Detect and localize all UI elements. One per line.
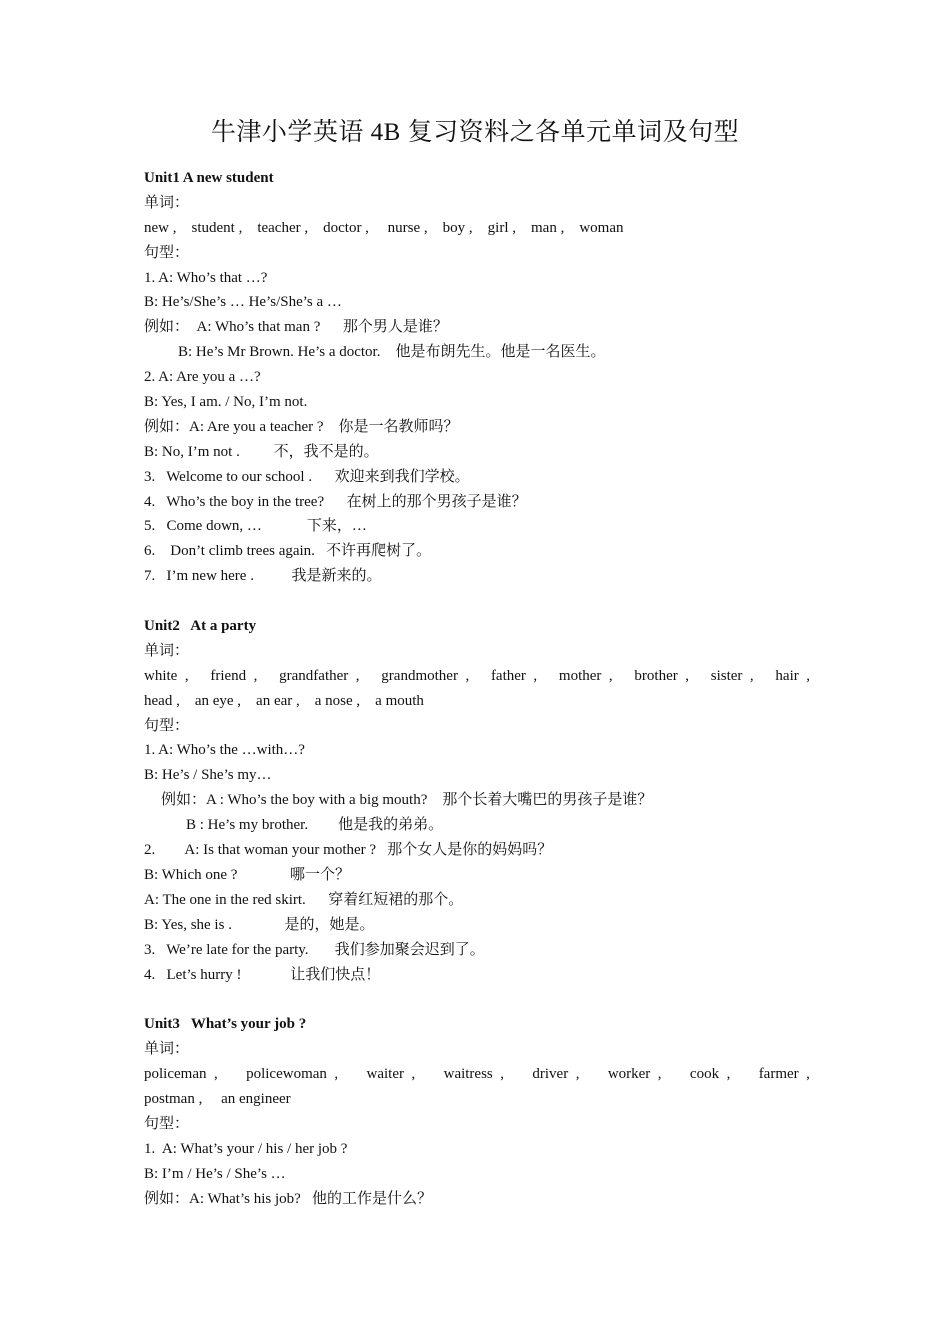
document-body bbox=[144, 166, 810, 1211]
word: driver , bbox=[532, 1066, 580, 1083]
unit3-patterns-label: 句型： bbox=[144, 1115, 190, 1132]
unit1-heading: Unit1 A new student bbox=[144, 170, 274, 186]
unit3-line: 1. A: What’s your / his / her job ? bbox=[144, 1140, 348, 1157]
unit1-words: new , student , teacher , doctor , nurse , boy , girl , man , woman bbox=[144, 219, 624, 236]
word: grandfather , bbox=[279, 667, 360, 684]
unit1-line: 3. Welcome to our school . 欢迎来到我们学校。 bbox=[144, 468, 470, 485]
unit2-line: 2. A: Is that woman your mother ? 那个女人是你的妈妈吗？ bbox=[144, 842, 553, 859]
unit1-patterns-label: 句型： bbox=[144, 244, 190, 261]
word: brother , bbox=[634, 667, 689, 684]
unit1-line: 2. A: Are you a …? bbox=[144, 369, 261, 386]
word: father , bbox=[490, 667, 538, 684]
unit3-line: 例如：A: What’s his job? 他的工作是什么？ bbox=[144, 1190, 433, 1207]
word: white , bbox=[144, 667, 189, 684]
word: farmer , bbox=[758, 1066, 810, 1083]
word: grandmother , bbox=[381, 667, 470, 684]
word: policewoman , bbox=[246, 1066, 339, 1083]
unit3-words-row1 bbox=[144, 1062, 810, 1087]
unit1-words-label: 单词： bbox=[144, 194, 190, 211]
word: waitress , bbox=[443, 1066, 505, 1083]
word: worker , bbox=[607, 1066, 662, 1083]
word: waiter , bbox=[366, 1066, 416, 1083]
unit3-words-row2: postman , an engineer bbox=[144, 1090, 291, 1107]
unit2-words-row1 bbox=[144, 664, 810, 689]
unit2-patterns-label: 句型： bbox=[144, 717, 190, 734]
unit2-line: 例如：A : Who’s the boy with a big mouth? 那个长着大嘴巴的男孩子是谁？ bbox=[161, 792, 653, 809]
unit1-line: B: He’s Mr Brown. He’s a doctor. 他是布朗先生。他是一名医生。 bbox=[178, 344, 606, 361]
unit1-line: B: He’s/She’s … He’s/She’s a … bbox=[144, 294, 342, 311]
unit2-line: A: The one in the red skirt. 穿着红短裙的那个。 bbox=[144, 891, 464, 908]
unit2-line: 4. Let’s hurry ! 让我们快点！ bbox=[144, 966, 381, 983]
unit1-line: 7. I’m new here . 我是新来的。 bbox=[144, 568, 382, 585]
unit1-line: 5. Come down, … 下来，… bbox=[144, 518, 367, 535]
unit2-line: B: Which one ? 哪一个？ bbox=[144, 866, 350, 883]
unit2-heading: Unit2 At a party bbox=[144, 618, 257, 635]
unit3-heading: Unit3 What’s your job ? bbox=[144, 1016, 307, 1033]
unit1-line: 例如：A: Are you a teacher ? 你是一名教师吗？ bbox=[144, 418, 459, 435]
word: policeman , bbox=[144, 1066, 218, 1083]
unit1-line: 6. Don’t climb trees again. 不许再爬树了。 bbox=[144, 543, 432, 560]
unit1-line: 1. A: Who’s that …? bbox=[144, 269, 268, 286]
word: sister , bbox=[710, 667, 754, 684]
unit1-line: B: No, I’m not . 不，我不是的。 bbox=[144, 443, 379, 460]
word: hair , bbox=[775, 667, 810, 684]
unit2-words-row2: head , an eye , an ear , a nose , a mouth bbox=[144, 692, 424, 709]
unit2-line: 1. A: Who’s the …with…? bbox=[144, 742, 305, 759]
unit2-line: B: He’s / She’s my… bbox=[144, 767, 272, 784]
word: cook , bbox=[689, 1066, 731, 1083]
unit2-line: B : He’s my brother. 他是我的弟弟。 bbox=[186, 817, 444, 834]
spacer bbox=[144, 987, 810, 1012]
word: mother , bbox=[558, 667, 613, 684]
spacer bbox=[144, 589, 810, 614]
unit2-words-label: 单词： bbox=[144, 642, 190, 659]
unit1-line: 例如： A: Who’s that man ? 那个男人是谁？ bbox=[144, 319, 448, 336]
unit2-line: 3. We’re late for the party. 我们参加聚会迟到了。 bbox=[144, 941, 485, 958]
unit3-words-label: 单词： bbox=[144, 1041, 190, 1058]
unit1-line: B: Yes, I am. / No, I’m not. bbox=[144, 394, 308, 411]
unit1-line: 4. Who’s the boy in the tree? 在树上的那个男孩子是谁？ bbox=[144, 493, 527, 510]
word: friend , bbox=[210, 667, 258, 684]
page-title: 牛津小学英语 4B 复习资料之各单元单词及句型 bbox=[210, 119, 740, 146]
unit3-line: B: I’m / He’s / She’s … bbox=[144, 1165, 286, 1182]
unit2-line: B: Yes, she is . 是的，她是。 bbox=[144, 916, 375, 933]
